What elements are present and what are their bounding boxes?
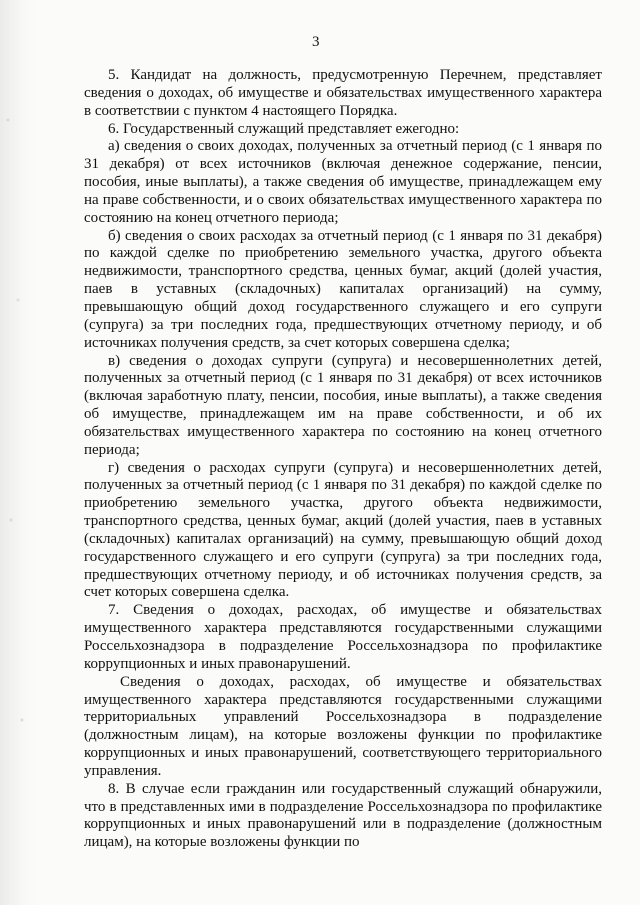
paragraph-8: 8. В случае если гражданин или государственный служащий обнаружили, что в представленных ими в подразделение Россельхознадзора по профилактике коррупционных и иных правонарушений или в подразделение (должностным лицам), на которые возложены функции по [84,780,602,851]
paragraph-6-g: г) сведения о расходах супруги (супруга) и несовершеннолетних детей, полученных за отчетный период (с 1 января по 31 декабря) по каждой сделке по приобретению земельного участка, другого объекта недвижимости, транспортного средства, ценных бумаг, акций (долей участия, паев в уставных (складочных) капиталах организаций) на сумму, превышающую общий доход государственного служащего и его супруги (супруга) за три последних года, предшествующих отчетному периоду, и об источниках получения средств, за счет которых совершена сделка. [84,459,602,601]
scan-edge-noise [0,0,42,905]
document-body [84,67,602,852]
paragraph-7: 7. Сведения о доходах, расходах, об имуществе и обязательствах имущественного характера представляются государственными служащими Россельхознадзора в подразделение Россельхознадзора по профилактике коррупционных и иных правонарушений. [84,602,602,672]
paragraph-6-b: б) сведения о своих расходах за отчетный период (с 1 января по 31 декабря) по каждой сделке по приобретению земельного участка, другого объекта недвижимости, транспортного средства, ценных бумаг, акций (долей участия, паев в уставных (складочных) капиталах организаций) на сумму, превышающую общий доход государственного служащего и его супруги (супруга) за три последних года, предшествующих отчетному периоду, и об источниках получения средств, за счет которых совершена сделка; [84,227,602,351]
paragraph-6-a: а) сведения о своих доходах, полученных за отчетный период (с 1 января по 31 декабря) от всех источников (включая денежное содержание, пенсии, пособия, иные выплаты), а также сведения об имуществе, принадлежащем ему на праве собственности, и о своих обязательствах имущественного характера по состоянию на конец отчетного периода; [84,138,602,226]
paragraph-6: 6. Государственный служащий представляет ежегодно: [108,120,460,137]
paragraph-5: 5. Кандидат на должность, предусмотренную Перечнем, представляет сведения о доходах, об имуществе и обязательствах имущественного характера в соответствии с пунктом 4 настоящего Порядка. [84,67,602,119]
paragraph-7-continuation: Сведения о доходах, расходах, об имуществе и обязательствах имущественного характера представляются государственными служащими территориальных управлений Россельхознадзора в подразделение (должностным лицам), на которые возложены функции по профилактике коррупционных и иных правонарушений, соответствующего территориального управления. [84,673,602,779]
paragraph-6-v: в) сведения о доходах супруги (супруга) и несовершеннолетних детей, полученных за отчетный период (с 1 января по 31 декабря) от всех источников (включая заработную плату, пенсии, пособия, иные выплаты), а также сведения об имуществе, принадлежащем им на праве собственности, и об их обязательствах имущественного характера по состоянию на конец отчетного периода; [84,352,602,458]
page-number: 3 [312,34,320,50]
